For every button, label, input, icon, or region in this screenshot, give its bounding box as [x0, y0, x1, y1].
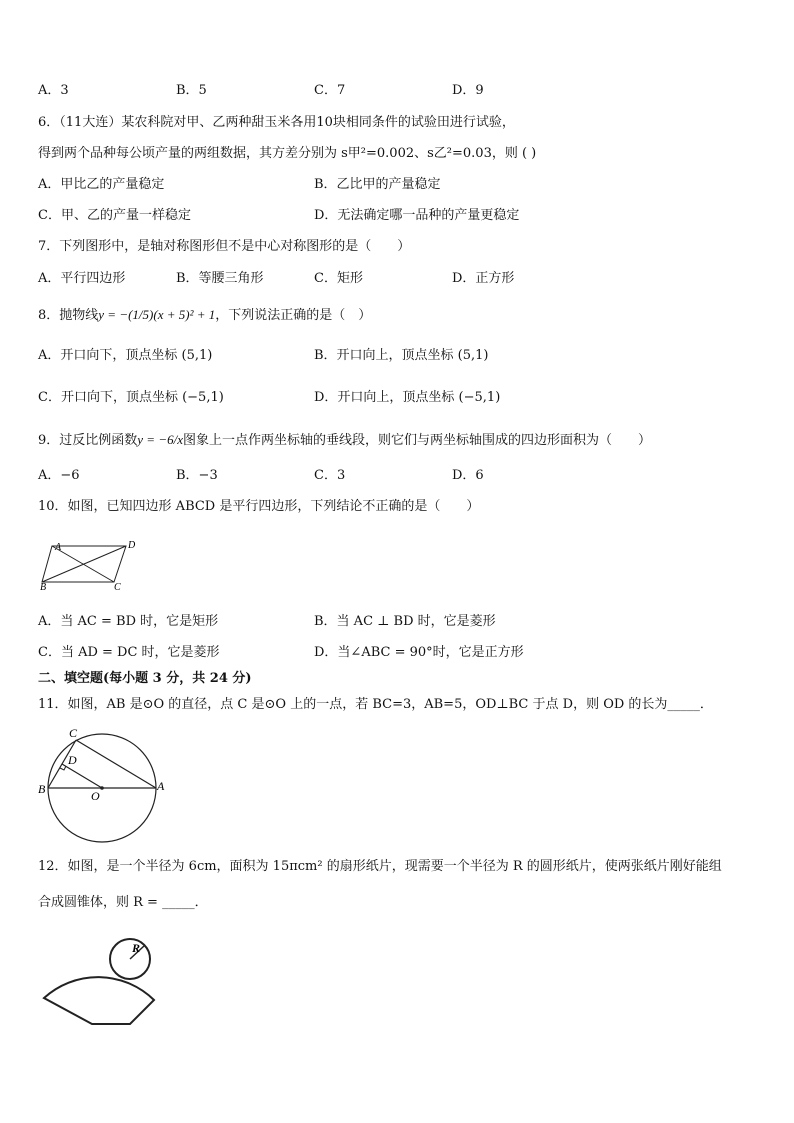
q6-option-d: D．无法确定哪一品种的产量更稳定 — [314, 208, 520, 223]
q8-option-c: C．开口向下，顶点坐标 (−5,1) — [38, 390, 224, 405]
q5-option-b: B．5 — [176, 83, 207, 98]
q6-option-c: C．甲、乙的产量一样稳定 — [38, 208, 191, 223]
q5-option-c: C．7 — [314, 83, 346, 98]
q11-stem: 11．如图，AB 是⊙O 的直径，点 C 是⊙O 上的一点，若 BC=3，AB=5，OD⊥BC 于点 D，则 OD 的长为_____． — [38, 697, 713, 712]
q10-label-b: B — [40, 582, 47, 593]
section-heading: 二、填空题(每小题 3 分，共 24 分) — [38, 671, 252, 686]
q8-option-b: B．开口向上，顶点坐标 (5,1) — [314, 348, 489, 363]
q11-label-b: B — [38, 782, 46, 796]
q11-label-o: O — [91, 789, 100, 803]
q9-option-c: C．3 — [314, 468, 346, 483]
q9-formula: y = −6/x — [137, 432, 183, 447]
q11-label-a: A — [157, 779, 165, 793]
q5-option-a: A．3 — [38, 83, 69, 98]
q10-stem: 10．如图，已知四边形 ABCD 是平行四边形，下列结论不正确的是（ ） — [38, 499, 480, 514]
q7-option-d: D．正方形 — [452, 271, 515, 286]
q7-stem: 7．下列图形中，是轴对称图形但不是中心对称图形的是（ ） — [38, 239, 411, 254]
q10-label-d: D — [128, 540, 136, 551]
q10-option-d: D．当∠ABC = 90°时，它是正方形 — [314, 645, 524, 660]
q8-option-d: D．开口向上，顶点坐标 (−5,1) — [314, 390, 501, 405]
q9-stem-prefix: 9．过反比例函数 — [38, 433, 138, 448]
q5-option-d: D．9 — [452, 83, 484, 98]
q9-stem-suffix: 图象上一点作两坐标轴的垂线段，则它们与两坐标轴围成的四边形面积为（ ） — [182, 433, 651, 448]
q9-stem — [38, 431, 651, 450]
q10-parallelogram-figure — [36, 534, 146, 593]
q6-option-b: B．乙比甲的产量稳定 — [314, 177, 441, 192]
q9-option-a: A．−6 — [38, 468, 80, 483]
q7-option-b: B．等腰三角形 — [176, 271, 264, 286]
q6-stem-line2: 得到两个品种每公顷产量的两组数据，其方差分别为 s甲²=0.002、s乙²=0.03，则 ( ) — [38, 146, 537, 161]
q7-option-a: A．平行四边形 — [38, 271, 126, 286]
q12-label-r: R — [132, 941, 141, 955]
q8-formula: y = −(1/5)(x + 5)² + 1 — [98, 307, 216, 322]
q12-stem-line2: 合成圆锥体，则 R = _____． — [38, 895, 208, 910]
q9-option-b: B．−3 — [176, 468, 218, 483]
q11-label-d: D — [68, 753, 77, 767]
q10-option-a: A．当 AC = BD 时，它是矩形 — [38, 614, 219, 629]
q6-option-a: A．甲比乙的产量稳定 — [38, 177, 165, 192]
q10-option-c: C．当 AD = DC 时，它是菱形 — [38, 645, 220, 660]
q8-stem — [38, 306, 371, 325]
q6-stem-line1: 6．（11大连）某农科院对甲、乙两种甜玉米各用10块相同条件的试验田进行试验， — [38, 115, 515, 130]
q7-option-c: C．矩形 — [314, 271, 363, 286]
q8-option-a: A．开口向下，顶点坐标 (5,1) — [38, 348, 213, 363]
q10-option-b: B．当 AC ⊥ BD 时，它是菱形 — [314, 614, 496, 629]
q10-label-c: C — [114, 582, 121, 593]
q8-stem-suffix: ，下列说法正确的是（ ） — [215, 308, 372, 323]
q12-stem-line1: 12．如图，是一个半径为 6cm，面积为 15πcm² 的扇形纸片，现需要一个半径为 R 的圆形纸片，使两张纸片刚好能组 — [38, 859, 722, 874]
q10-label-a: A — [55, 542, 62, 553]
q12-sector-figure — [36, 930, 166, 1030]
q11-circle-figure — [36, 724, 170, 844]
q11-label-c: C — [69, 726, 78, 740]
q9-option-d: D．6 — [452, 468, 484, 483]
q8-stem-prefix: 8．抛物线 — [38, 308, 99, 323]
